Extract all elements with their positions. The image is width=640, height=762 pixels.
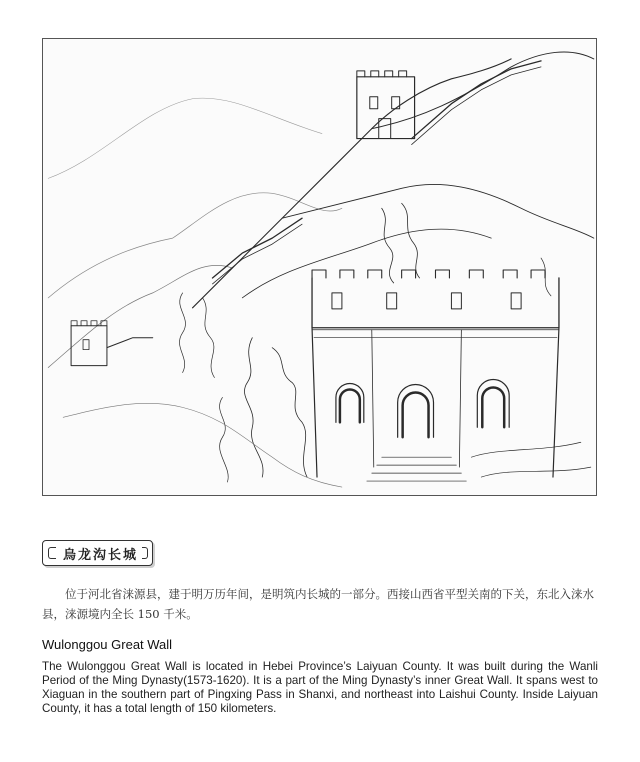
chinese-description: 位于河北省涞源县，建于明万历年间，是明筑内长城的一部分。西接山西省平型关南的下关，东北入涞水县，涞源境内全长 150 千米。 bbox=[42, 587, 594, 621]
chinese-title: 烏龙沟长城 bbox=[63, 547, 139, 563]
great-wall-illustration bbox=[42, 38, 597, 496]
english-heading: Wulonggou Great Wall bbox=[42, 637, 173, 652]
english-description: The Wulonggou Great Wall is located in Hebei Province’s Laiyuan County. It was built during the Wanli Period of the Ming Dynasty(1573-1620). It is a part of the Ming Dynasty’s inner Great Wall. It spans west to Xiaguan in the southern part of Pingxing Pass in Shanxi, and northeast into Laishui County. Inside Laiyuan County, it has a total length of 150 kilometers. bbox=[42, 660, 598, 715]
sketch-svg bbox=[43, 39, 596, 495]
title-frame bbox=[42, 540, 153, 566]
section-title-badge bbox=[42, 539, 153, 567]
